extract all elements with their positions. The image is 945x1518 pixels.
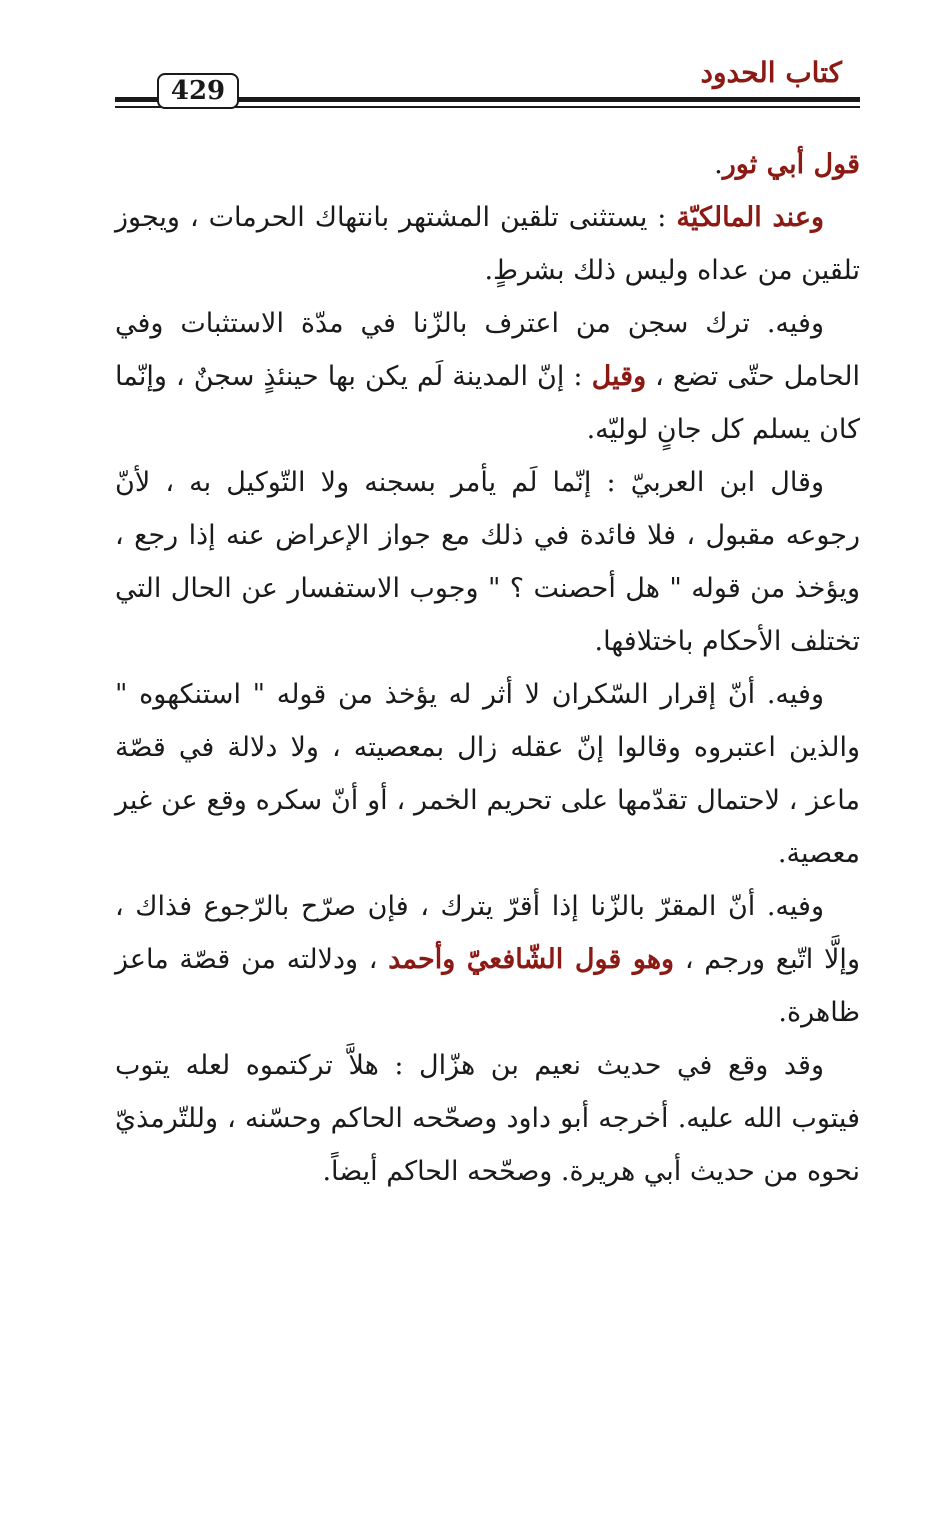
text-run: ، ودلالته من قصّة ماعز ظاهرة. xyxy=(115,944,860,1028)
text-run: وفيه. ترك سجن من اعترف بالزّنا في مدّة الاستثبات وفي الحامل حتّى تضع ، xyxy=(115,308,860,392)
text-run: وقال ابن العربيّ : إنّما لَم يأمر بسجنه ولا التّوكيل به ، لأنّ رجوعه مقبول ، فلا فائدة في ذلك مع جواز الإعراض عنه إذا رجع ، ويؤخذ من قوله " هل أحصنت ؟ " وجوب الاستفسار عن الحال التي تختلف الأحكام باختلافها. xyxy=(115,467,860,657)
page-header xyxy=(115,56,860,112)
paragraph xyxy=(115,138,860,191)
text-run: . xyxy=(714,149,723,180)
paragraph xyxy=(115,191,860,297)
text-run: وفيه. أنّ إقرار السّكران لا أثر له يؤخذ من قوله " استنكهوه " والذين اعتبروه وقالوا إنّ عقله زال بمعصيته ، ولا دلالة في قصّة ماعز ، لاحتمال تقدّمها على تحريم الخمر ، أو أنّ سكره وقع عن غير معصية. xyxy=(115,679,860,869)
paragraph xyxy=(115,1039,860,1198)
paragraph xyxy=(115,456,860,668)
highlighted-phrase: وعند المالكيّة xyxy=(676,202,824,233)
page-number: 429 xyxy=(157,73,239,109)
text-run: : إنّ المدينة لَم يكن بها حينئذٍ سجنٌ ، وإنّما كان يسلم كل جانٍ لوليّه. xyxy=(115,361,860,445)
highlighted-phrase: وقيل xyxy=(591,361,647,392)
highlighted-phrase: قول أبي ثور xyxy=(722,149,860,180)
text-run: وقد وقع في حديث نعيم بن هزّال : هلاَّ تركتموه لعله يتوب فيتوب الله عليه. أخرجه أبو داود وصحّحه الحاكم وحسّنه ، وللتّرمذيّ نحوه من حديث أبي هريرة. وصحّحه الحاكم أيضاً. xyxy=(115,1050,860,1187)
body-text xyxy=(115,138,860,1198)
text-run: : يستثنى تلقين المشتهر بانتهاك الحرمات ، ويجوز تلقين من عداه وليس ذلك بشرطٍ. xyxy=(115,202,860,286)
text-run: وفيه. أنّ المقرّ بالزّنا إذا أقرّ يترك ، فإن صرّح بالرّجوع فذاك ، وإلَّا اتّبع ورجم ، xyxy=(115,891,860,975)
paragraph xyxy=(115,880,860,1039)
highlighted-phrase: وهو قول الشّافعيّ وأحمد xyxy=(388,944,675,975)
paragraph xyxy=(115,668,860,880)
paragraph xyxy=(115,297,860,456)
chapter-title: كتاب الحدود xyxy=(700,56,842,89)
